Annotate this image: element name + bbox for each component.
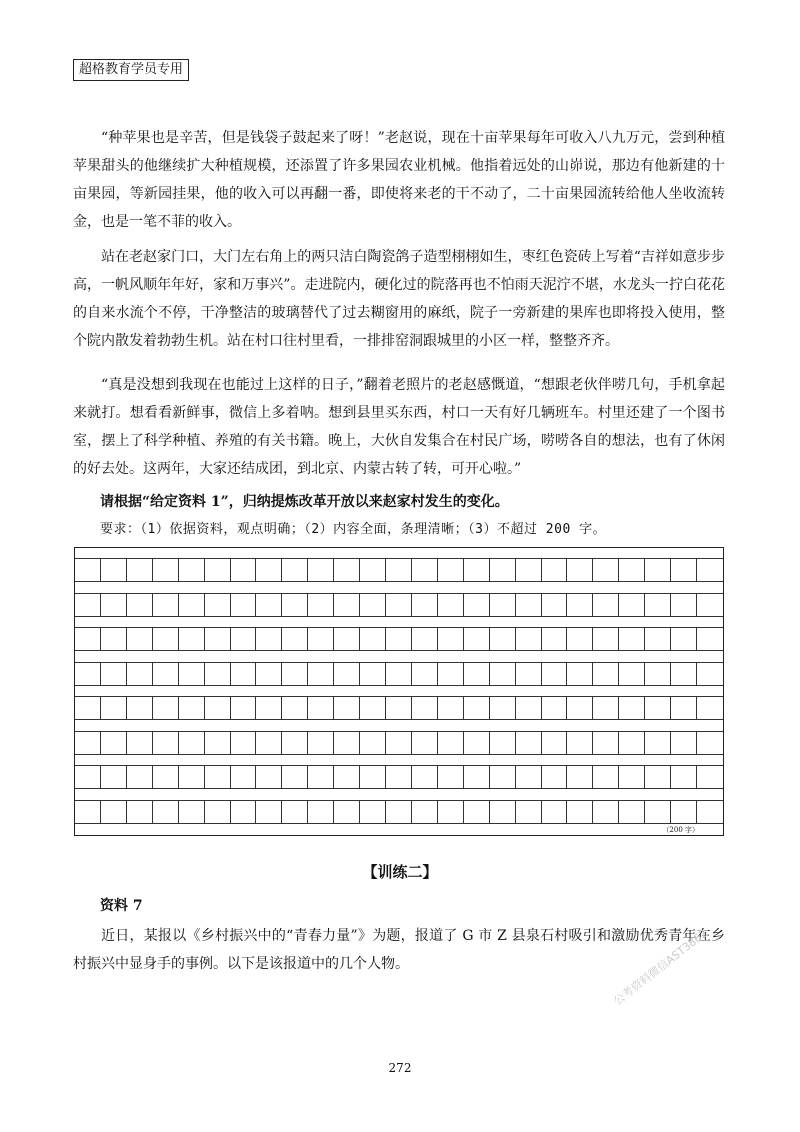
grid-cell[interactable] [386,697,412,719]
grid-cell[interactable] [75,697,101,719]
grid-cell[interactable] [205,801,231,823]
grid-cell[interactable] [412,732,438,754]
grid-cell[interactable] [438,628,464,650]
grid-cell[interactable] [438,801,464,823]
grid-cell[interactable] [153,801,179,823]
grid-cell[interactable] [593,559,619,581]
material-label: 资料 7 [100,898,143,914]
question-prompt: 请根据“给定资料 1”，归纳提炼改革开放以来赵家村发生的变化。 [100,494,509,510]
grid-row [75,800,723,824]
grid-cell[interactable] [282,559,308,581]
grid-cell[interactable] [101,559,127,581]
grid-cell[interactable] [75,594,101,616]
grid-cell[interactable] [619,559,645,581]
grid-cell[interactable] [205,628,231,650]
grid-cell[interactable] [282,697,308,719]
grid-cell[interactable] [542,663,568,685]
grid-cell[interactable] [542,594,568,616]
grid-cell[interactable] [516,697,542,719]
grid-cell[interactable] [282,732,308,754]
grid-cell[interactable] [516,559,542,581]
grid-cell[interactable] [464,628,490,650]
grid-cell[interactable] [360,559,386,581]
grid-cell[interactable] [671,766,697,788]
grid-cell[interactable] [101,663,127,685]
grid-cell[interactable] [516,594,542,616]
grid-cell[interactable] [464,663,490,685]
grid-cell[interactable] [308,732,334,754]
page-number: 272 [388,1061,412,1075]
grid-cell[interactable] [542,628,568,650]
grid-cell[interactable] [542,732,568,754]
grid-cell[interactable] [75,732,101,754]
grid-cell[interactable] [438,697,464,719]
grid-cell[interactable] [412,801,438,823]
grid-cell[interactable] [516,801,542,823]
grid-cell[interactable] [386,766,412,788]
grid-cell[interactable] [464,766,490,788]
grid-cell[interactable] [308,663,334,685]
grid-cell[interactable] [593,732,619,754]
grid-cell[interactable] [490,732,516,754]
grid-row [75,558,723,582]
grid-row [75,593,723,617]
grid-cell[interactable] [412,766,438,788]
grid-cell[interactable] [386,732,412,754]
grid-cell[interactable] [308,594,334,616]
answer-requirements: 要求：（1）依据资料，观点明确；（2）内容全面，条理清晰；（3）不超过 200 字。 [100,522,607,537]
section2-paragraph: 近日，某报以《乡村振兴中的“青春力量”》为题，报道了 G 市 Z 县泉石村吸引和激励优秀青年在乡村振兴中显身手的事例。以下是该报道中的几个人物。 [73,928,725,972]
grid-cell[interactable] [308,766,334,788]
grid-cell[interactable] [205,594,231,616]
grid-cell[interactable] [153,628,179,650]
grid-cell[interactable] [671,732,697,754]
grid-cell[interactable] [153,732,179,754]
grid-cell[interactable] [464,732,490,754]
grid-cell[interactable] [179,801,205,823]
grid-cell[interactable] [464,559,490,581]
grid-cell[interactable] [308,559,334,581]
grid-cell[interactable] [516,628,542,650]
grid-cell[interactable] [127,594,153,616]
grid-cell[interactable] [490,628,516,650]
grid-cell[interactable] [127,732,153,754]
grid-cell[interactable] [645,559,671,581]
grid-cell[interactable] [593,697,619,719]
grid-cell[interactable] [205,697,231,719]
grid-cell[interactable] [179,594,205,616]
grid-cell[interactable] [360,801,386,823]
grid-cell[interactable] [231,766,257,788]
grid-cell[interactable] [464,801,490,823]
grid-cell[interactable] [645,663,671,685]
grid-cell[interactable] [334,801,360,823]
grid-cell[interactable] [464,594,490,616]
grid-cell[interactable] [334,594,360,616]
grid-cell[interactable] [153,559,179,581]
grid-cell[interactable] [386,801,412,823]
grid-cell[interactable] [205,559,231,581]
grid-cell[interactable] [231,628,257,650]
grid-cell[interactable] [360,594,386,616]
grid-cell[interactable] [619,594,645,616]
grid-cell[interactable] [567,628,593,650]
grid-cell[interactable] [308,628,334,650]
grid-cell[interactable] [386,663,412,685]
grid-cell[interactable] [231,697,257,719]
grid-cell[interactable] [412,559,438,581]
grid-cell[interactable] [567,559,593,581]
grid-cell[interactable] [256,766,282,788]
grid-cell[interactable] [567,766,593,788]
grid-cell[interactable] [256,732,282,754]
grid-cell[interactable] [386,628,412,650]
grid-cell[interactable] [282,594,308,616]
grid-cell[interactable] [619,801,645,823]
grid-cell[interactable] [593,663,619,685]
grid-cell[interactable] [567,594,593,616]
grid-cell[interactable] [593,628,619,650]
paragraph-1: “种苹果也是辛苦，但是钱袋子鼓起来了呀！”老赵说，现在十亩苹果每年可收入八九万元，尝到种植苹果甜头的他继续扩大种植规模，还添置了许多果园农业机械。他指着远处的山峁说，那边有他新建的十亩果园，等新园挂果，他的收入可以再翻一番，即使将来老的干不动了，二十亩果园流转给他人坐收流转金，也是一笔不菲的收入。 [73,130,725,230]
grid-cell[interactable] [490,663,516,685]
grid-cell[interactable] [542,766,568,788]
grid-row [75,627,723,651]
grid-cell[interactable] [101,628,127,650]
grid-cell[interactable] [567,732,593,754]
grid-cell[interactable] [334,663,360,685]
grid-row [75,696,723,720]
grid-cell[interactable] [282,766,308,788]
grid-cell[interactable] [75,766,101,788]
grid-cell[interactable] [360,766,386,788]
grid-cell[interactable] [153,697,179,719]
grid-cell[interactable] [671,594,697,616]
grid-cell[interactable] [256,663,282,685]
grid-cell[interactable] [438,559,464,581]
grid-row [75,765,723,789]
grid-cell[interactable] [490,801,516,823]
grid-cell[interactable] [619,766,645,788]
section-title: 【训练二】 [362,863,438,881]
grid-cell[interactable] [542,559,568,581]
grid-cell[interactable] [567,663,593,685]
grid-cell[interactable] [153,663,179,685]
grid-cell[interactable] [671,801,697,823]
grid-cell[interactable] [101,697,127,719]
grid-cell[interactable] [205,766,231,788]
grid-cell[interactable] [127,663,153,685]
grid-cell[interactable] [567,801,593,823]
grid-cell[interactable] [412,697,438,719]
grid-cell[interactable] [127,628,153,650]
grid-cell[interactable] [334,732,360,754]
grid-cell[interactable] [308,801,334,823]
grid-cell[interactable] [645,628,671,650]
grid-cell[interactable] [101,801,127,823]
grid-cell[interactable] [438,594,464,616]
grid-row [75,662,723,686]
grid-cell[interactable] [334,697,360,719]
grid-cell[interactable] [490,766,516,788]
grid-cell[interactable] [153,594,179,616]
grid-cell[interactable] [516,663,542,685]
grid-cell[interactable] [671,628,697,650]
grid-cell[interactable] [101,732,127,754]
grid-cell[interactable] [153,766,179,788]
word-count-label: （200 字） [662,826,699,834]
grid-cell[interactable] [282,663,308,685]
grid-cell[interactable] [645,801,671,823]
answer-grid [74,547,724,836]
grid-cell[interactable] [645,594,671,616]
grid-cell[interactable] [75,801,101,823]
grid-cell[interactable] [308,697,334,719]
grid-cell[interactable] [179,663,205,685]
grid-cell[interactable] [231,594,257,616]
grid-cell[interactable] [127,801,153,823]
grid-cell[interactable] [593,594,619,616]
grid-cell[interactable] [231,559,257,581]
grid-cell[interactable] [645,732,671,754]
grid-cell[interactable] [516,766,542,788]
grid-cell[interactable] [101,594,127,616]
grid-cell[interactable] [567,697,593,719]
grid-cell[interactable] [619,663,645,685]
grid-cell[interactable] [542,801,568,823]
grid-cell[interactable] [438,766,464,788]
grid-cell[interactable] [360,628,386,650]
grid-cell[interactable] [127,697,153,719]
grid-cell[interactable] [256,594,282,616]
grid-cell[interactable] [127,559,153,581]
grid-cell[interactable] [516,732,542,754]
header-tag: 超格教育学员专用 [73,59,189,81]
grid-cell[interactable] [282,801,308,823]
grid-cell[interactable] [256,559,282,581]
grid-cell[interactable] [619,732,645,754]
grid-cell[interactable] [256,801,282,823]
grid-cell[interactable] [360,663,386,685]
grid-cell[interactable] [412,663,438,685]
grid-cell[interactable] [645,766,671,788]
grid-cell[interactable] [282,628,308,650]
grid-cell[interactable] [256,697,282,719]
grid-cell[interactable] [360,732,386,754]
grid-cell[interactable] [127,766,153,788]
grid-cell[interactable] [205,732,231,754]
grid-cell[interactable] [386,559,412,581]
grid-cell[interactable] [412,594,438,616]
grid-cell[interactable] [619,697,645,719]
grid-cell[interactable] [334,559,360,581]
grid-cell[interactable] [256,628,282,650]
grid-cell[interactable] [438,732,464,754]
grid-cell[interactable] [75,628,101,650]
grid-cell[interactable] [645,697,671,719]
grid-cell[interactable] [490,697,516,719]
grid-cell[interactable] [179,766,205,788]
grid-cell[interactable] [542,697,568,719]
paragraph-2: 站在老赵家门口，大门左右角上的两只洁白陶瓷鸽子造型栩栩如生，枣红色瓷砖上写着“吉祥如意步步高，一帆风顺年年好，家和万事兴”。走进院内，硬化过的院落再也不怕雨天泥泞不堪，水龙头一拧白花花的自来水流个不停，干净整洁的玻璃替代了过去糊窗用的麻纸，院子一旁新建的果库也即将投入使用，整个院内散发着勃勃生机。站在村口往村里看，一排排窑洞跟城里的小区一样，整整齐齐。 [73,249,725,349]
grid-cell[interactable] [386,594,412,616]
grid-cell[interactable] [231,801,257,823]
grid-row [75,731,723,755]
grid-cell[interactable] [179,732,205,754]
grid-cell[interactable] [671,559,697,581]
grid-cell[interactable] [179,628,205,650]
grid-cell[interactable] [438,663,464,685]
grid-cell[interactable] [75,559,101,581]
grid-cell[interactable] [334,766,360,788]
grid-cell[interactable] [671,697,697,719]
grid-cell[interactable] [490,559,516,581]
grid-cell[interactable] [360,697,386,719]
grid-cell[interactable] [671,663,697,685]
grid-cell[interactable] [101,766,127,788]
grid-cell[interactable] [464,697,490,719]
grid-cell[interactable] [490,594,516,616]
grid-cell[interactable] [619,628,645,650]
grid-cell[interactable] [179,697,205,719]
grid-cell[interactable] [412,628,438,650]
watermark: 公考资料微信AST3862 [611,926,711,1008]
grid-cell[interactable] [205,663,231,685]
grid-cell[interactable] [231,732,257,754]
grid-cell[interactable] [75,663,101,685]
grid-cell[interactable] [179,559,205,581]
paragraph-3: “真是没想到我现在也能过上这样的日子，”翻着老照片的老赵感慨道，“想跟老伙伴唠几句，手机拿起来就打。想看看新鲜事，微信上多着呐。想到县里买东西，村口一天有好几辆班车。村里还建了一个图书室，摆上了科学种植、养殖的有关书籍。晚上，大伙自发集合在村民广场，唠唠各自的想法，也有了休闲的好去处。这两年，大家还结成团，到北京、内蒙古转了转，可开心啦。” [73,377,725,477]
grid-cell[interactable] [334,628,360,650]
grid-cell[interactable] [593,766,619,788]
grid-cell[interactable] [593,801,619,823]
grid-cell[interactable] [231,663,257,685]
